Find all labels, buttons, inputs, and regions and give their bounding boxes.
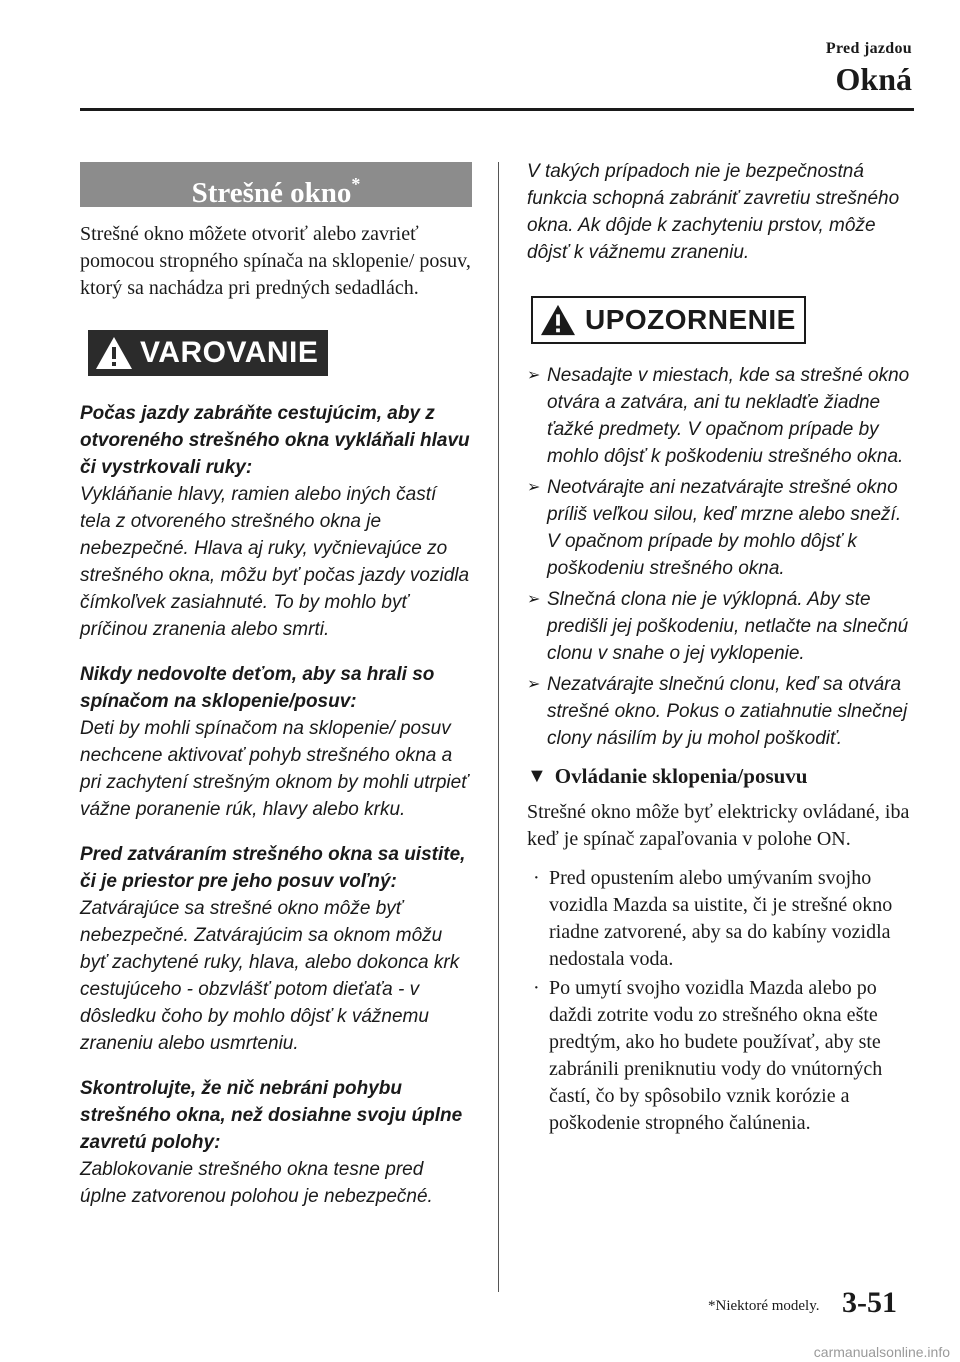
operation-heading — [527, 764, 917, 789]
arrow-right-icon: ➢ — [527, 479, 541, 496]
header-rule — [80, 108, 914, 111]
warning-heading: Nikdy nedovolte deťom, aby sa hrali so spínačom na sklopenie/posuv: — [80, 664, 435, 712]
warning-item — [80, 841, 472, 1057]
watermark-link[interactable]: carmanualsonline.info — [813, 1344, 950, 1360]
column-divider — [498, 162, 499, 1292]
caution-text: Nesadajte v miestach, kde sa strešné okno otvára a zatvára, ani tu nekladťe žiadne ťažké predmety. V opačnom prípade by mohlo dôjsť k poškodeniu strešného okna. — [547, 365, 910, 467]
warning-text: Zablokovanie strešného okna tesne pred úplne zatvorenou polohou je nebezpečné. — [80, 1159, 433, 1207]
bullet-dot-icon: · — [533, 867, 540, 889]
operation-bullets — [527, 865, 917, 1137]
warning-text: Zatvárajúce sa strešné okno môže byť nebezpečné. Zatvárajúcim sa oknom môžu byť zachytené ruky, hlava, alebo dokonca krk cestujúceho - obzvlášť potom dieťaťa - v dôsledku čoho by mohlo dôjsť k vážnemu zraneniu alebo usmrteniu. — [80, 898, 460, 1054]
list-item — [527, 586, 917, 667]
caution-text: Slnečná clona nie je výklopná. Aby ste predišli jej poškodeniu, netlačte na slnečnú clonu v snahe o jej vyklopenie. — [547, 589, 909, 664]
warning-items — [80, 400, 472, 1210]
optional-marker: * — [351, 174, 361, 194]
page-header — [826, 40, 912, 98]
warning-item — [80, 1075, 472, 1210]
caution-banner — [531, 296, 806, 344]
warning-item — [80, 661, 472, 823]
warning-triangle-icon — [94, 335, 134, 371]
warning-banner — [88, 330, 328, 376]
warning-continuation: V takých prípadoch nie je bezpečnostná funkcia schopná zabrániť zavretiu strešného okna. Ak dôjde k zachyteniu prstov, môže dôjsť k vážnemu zraneniu. — [527, 161, 900, 263]
bullet-text: Po umytí svojho vozidla Mazda alebo po daždi zotrite vodu zo strešného okna ešte predtým, ako ho budete používať, aby ste zabránili preniknutiu vody do vnútorných častí, čo by spôsobilo vznik korózie a poškodenie stropného čalúnenia. — [549, 977, 883, 1134]
operation-heading-text: Ovládanie sklopenia/posuvu — [554, 764, 808, 788]
section-title-text: Strešné okno — [191, 177, 352, 209]
right-column — [527, 158, 917, 1139]
list-item — [527, 671, 917, 752]
list-item — [527, 865, 917, 973]
arrow-right-icon: ➢ — [527, 367, 541, 384]
list-item — [527, 975, 917, 1137]
page-number: 3-51 — [842, 1286, 897, 1319]
caution-text: Nezatvárajte slnečnú clonu, keď sa otvára strešné okno. Pokus o zatiahnutie slnečnej clony násilím by ju mohol poškodiť. — [547, 674, 908, 749]
bullet-text: Pred opustením alebo umývaním svojho vozidla Mazda sa uistite, či je strešné okno riadne zatvorené, aby sa do kabíny vozidla nedostala voda. — [549, 867, 893, 970]
warning-text: Deti by mohli spínačom na sklopenie/ posuv nechcene aktivovať pohyb strešného okna a pri zachytení strešným oknom by mohli utrpieť vážne poranenie rúk, hlavy alebo krku. — [80, 718, 468, 820]
arrow-right-icon: ➢ — [527, 591, 541, 608]
left-column — [80, 162, 472, 1210]
chapter-title: Okná — [835, 61, 912, 97]
caution-list — [527, 362, 917, 752]
warning-triangle-icon — [539, 303, 577, 337]
section-title — [80, 162, 472, 207]
list-item — [527, 362, 917, 470]
caution-label: UPOZORNENIE — [585, 304, 796, 335]
warning-text: Vykláňanie hlavy, ramien alebo iných častí tela z otvoreného strešného okna je nebezpečné. Hlava aj ruky, vyčnievajúce zo strešného okna, môžu byť počas jazdy vozidla čímkoľvek zasiahnuté. To by mohlo byť príčinou zranenia alebo smrti. — [80, 484, 470, 640]
list-item — [527, 474, 917, 582]
section-intro: Strešné okno môžete otvoriť alebo zavrieť pomocou stropného spínača na sklopenie/ posuv, ktorý sa nachádza pri predných sedadlách. — [80, 223, 471, 299]
warning-heading: Pred zatváraním strešného okna sa uistite, či je priestor pre jeho posuv voľný: — [80, 844, 466, 892]
footer-note: *Niektoré modely. — [708, 1298, 820, 1314]
chapter-name: Pred jazdou — [825, 40, 912, 57]
warning-heading: Skontrolujte, že nič nebráni pohybu strešného okna, než dosiahne svoju úplne zavretú polohy: — [80, 1078, 463, 1153]
warning-label: VAROVANIE — [140, 336, 319, 369]
arrow-right-icon: ➢ — [527, 676, 541, 693]
operation-intro: Strešné okno môže byť elektricky ovládané, iba keď je spínač zapaľovania v polohe ON. — [527, 801, 910, 850]
caution-text: Neotvárajte ani nezatvárajte strešné okno príliš veľkou silou, keď mrzne alebo sneží. V opačnom prípade by mohlo dôjsť k poškodeniu strešného okna. — [547, 477, 902, 579]
bullet-dot-icon: · — [533, 977, 540, 999]
warning-item — [80, 400, 472, 643]
down-triangle-icon: ▼ — [527, 765, 547, 787]
warning-heading: Počas jazdy zabráňte cestujúcim, aby z otvoreného strešného okna vykláňali hlavu či vystrkovali ruky: — [80, 403, 470, 478]
